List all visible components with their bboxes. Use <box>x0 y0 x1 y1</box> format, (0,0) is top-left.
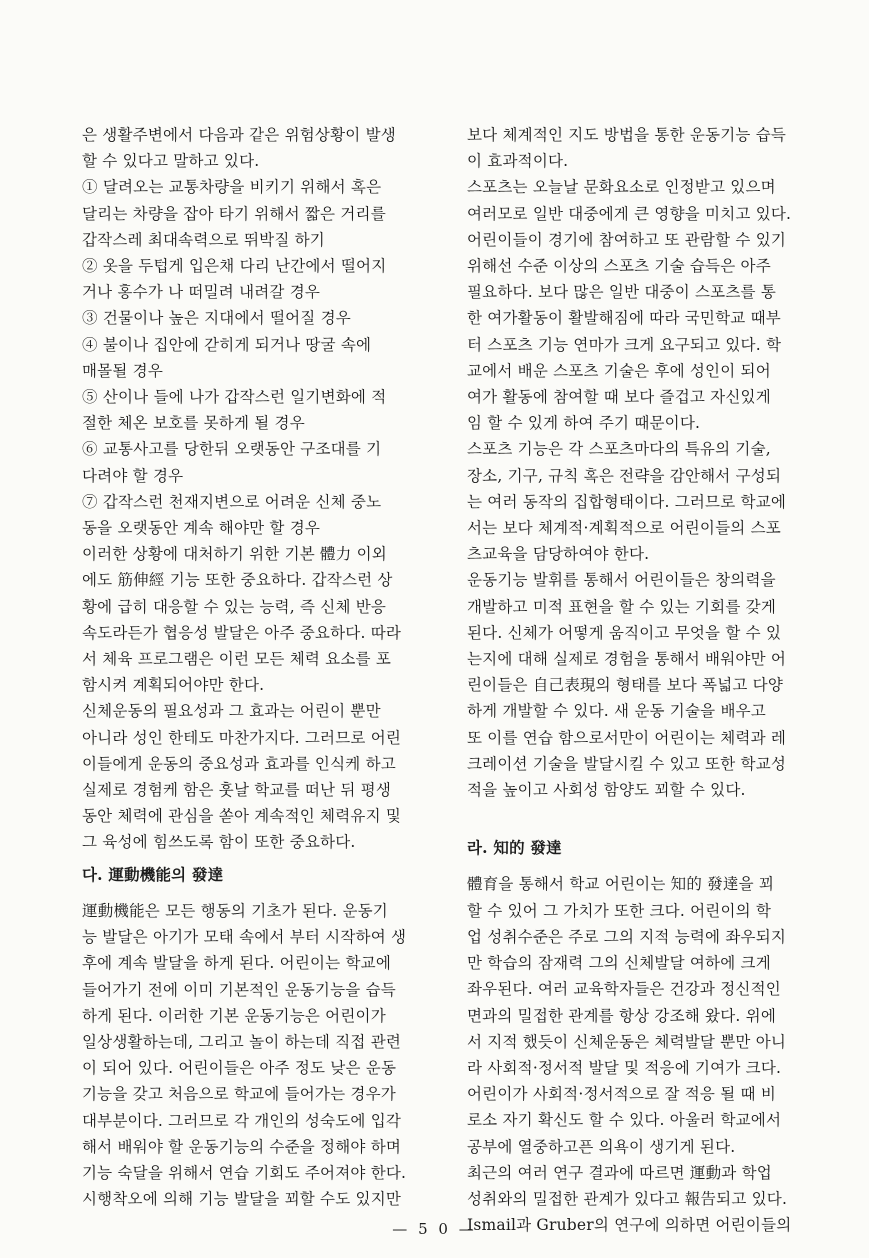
text-line: 에도 筋伸經 기능 또한 중요하다. 갑작스런 상 <box>82 571 393 590</box>
text-line: 보다 체계적인 지도 방법을 통한 운동기능 습득 <box>467 126 787 144</box>
text-line: 는 여러 동작의 집합형태이다. 그러므로 학교에 <box>467 492 787 511</box>
text-line: 교에서 배운 스포츠 기술은 후에 성인이 되어 <box>467 361 771 380</box>
page-number: — 5 0 — <box>392 1220 477 1238</box>
section-heading: 다. 運動機能의 發達 <box>82 864 224 884</box>
text-line: 한 여가활동이 활발해짐에 따라 국민학교 때부 <box>467 309 781 328</box>
text-line: 어린이들이 경기에 참여하고 또 관람할 수 있기 <box>467 230 787 249</box>
text-line: 여러모로 일반 대중에게 큰 영향을 미치고 있다. <box>467 204 792 223</box>
text-line: ⑤ 산이나 들에 나가 갑작스런 일기변화에 적 <box>82 388 387 407</box>
text-line: 또 이를 연습 함으로서만이 어린이는 체력과 레 <box>467 728 787 747</box>
text-line: 할 수 있어 그 가치가 또한 크다. 어린이의 학 <box>467 901 772 920</box>
spacer <box>467 803 829 829</box>
text-line: 후에 계속 발달을 하게 된다. 어린이는 학교에 <box>82 954 392 973</box>
text-line: 실제로 경험케 함은 훗날 학교를 떠난 뒤 평생 <box>82 781 392 800</box>
text-line: 크레이션 기술을 발달시킬 수 있고 또한 학교성 <box>467 754 787 773</box>
text-line: 공부에 열중하고픈 의욕이 생기게 된다. <box>467 1137 736 1156</box>
text-line: 시행착오에 의해 기능 발달을 꾀할 수도 있지만 <box>82 1190 402 1209</box>
text-line: 린이들은 自己表現의 형태를 보다 폭넓고 다양 <box>467 676 784 695</box>
text-line: 이 되어 있다. 어린이들은 아주 정도 낮은 운동 <box>82 1059 397 1078</box>
text-line: 로소 자기 확신도 할 수 있다. 아울러 학교에서 <box>467 1111 782 1130</box>
text-line: 속도라든가 협응성 발달은 아주 중요하다. 따라 <box>82 623 402 642</box>
text-line: 아니라 성인 한테도 마찬가지다. 그러므로 어린 <box>82 728 402 747</box>
text-line: 동안 체력에 관심을 쏟아 계속적인 체력유지 및 <box>82 807 402 826</box>
text-line: 장소, 기구, 규칙 혹은 전략을 감안해서 구성되 <box>467 466 782 485</box>
text-line: 이들에게 운동의 중요성과 효과를 인식케 하고 <box>82 754 396 773</box>
text-line: 하게 개발할 수 있다. 새 운동 기술을 배우고 <box>467 702 766 721</box>
text-line: 함시켜 계획되어야만 한다. <box>82 676 265 695</box>
text-line: ③ 건물이나 높은 지대에서 떨어질 경우 <box>82 309 351 328</box>
text-line: 다려야 할 경우 <box>82 466 184 485</box>
text-line: 이 효과적이다. <box>467 152 569 171</box>
text-line: 달리는 차량을 잡아 타기 위해서 짧은 거리를 <box>82 204 386 223</box>
text-line: 터 스포츠 기능 연마가 크게 요구되고 있다. 학 <box>467 335 782 354</box>
text-line: Ismail과 Gruber의 연구에 의하면 어린이들의 <box>467 1216 792 1235</box>
text-line: 최근의 여러 연구 결과에 따르면 運動과 학업 <box>467 1163 772 1182</box>
text-line: 절한 체온 보호를 못하게 될 경우 <box>82 414 305 433</box>
text-line: 는지에 대해 실제로 경험을 통해서 배워야만 어 <box>467 650 787 669</box>
text-line: 은 생활주변에서 다음과 같은 위험상황이 발생 <box>82 126 396 144</box>
text-line: ④ 불이나 집안에 갇히게 되거나 땅굴 속에 <box>82 335 372 354</box>
text-line: 여가 활동에 참여할 때 보다 즐겁고 자신있게 <box>467 388 771 407</box>
text-line: 필요하다. 보다 많은 일반 대중이 스포츠를 통 <box>467 283 777 302</box>
text-line: 서 체육 프로그램은 이런 모든 체력 요소를 포 <box>82 650 392 669</box>
text-line: 매몰될 경우 <box>82 361 163 380</box>
text-line: 기능을 갖고 처음으로 학교에 들어가는 경우가 <box>82 1085 396 1104</box>
text-line: 갑작스레 최대속력으로 뛰박질 하기 <box>82 230 325 249</box>
text-line: 신체운동의 필요성과 그 효과는 어린이 뿐만 <box>82 702 381 721</box>
text-line: 성취와의 밀접한 관계가 있다고 報告되고 있다. <box>467 1189 788 1208</box>
text-line: 된다. 신체가 어떻게 움직이고 무엇을 할 수 있 <box>467 623 782 642</box>
text-line: 들어가기 전에 이미 기본적인 운동기능을 습득 <box>82 980 396 999</box>
text-line: 황에 급히 대응할 수 있는 능력, 즉 신체 반응 <box>82 597 387 616</box>
text-line: 하게 된다. 이러한 기본 운동기능은 어린이가 <box>82 1006 386 1025</box>
text-line: 면과의 밀접한 관계를 항상 강조해 왔다. 위에 <box>467 1006 777 1025</box>
text-line: 서는 보다 체계적·계획적으로 어린이들의 스포 <box>467 519 781 538</box>
text-line: 스포츠는 오늘날 문화요소로 인정받고 있으며 <box>467 178 776 197</box>
text-line: 대부분이다. 그러므로 각 개인의 성숙도에 입각 <box>82 1111 402 1130</box>
text-line: 서 지적 했듯이 신체운동은 체력발달 뿐만 아니 <box>467 1032 787 1051</box>
text-line: 만 학습의 잠재력 그의 신체발달 여하에 크게 <box>467 954 771 973</box>
text-line: 일상생활하는데, 그리고 놀이 하는데 직접 관련 <box>82 1032 402 1051</box>
text-line: 거나 홍수가 나 떠밀려 내려갈 경우 <box>82 283 321 302</box>
text-line: 임 할 수 있게 하여 주기 때문이다. <box>467 414 701 433</box>
text-line: 능 발달은 아기가 모태 속에서 부터 시작하여 생 <box>82 928 407 947</box>
text-line: 해서 배워야 할 운동기능의 수준을 정해야 하며 <box>82 1137 402 1156</box>
text-line: 운동기능 발휘를 통해서 어린이들은 창의력을 <box>467 571 776 590</box>
text-line: 좌우된다. 여러 교육학자들은 건강과 정신적인 <box>467 980 781 999</box>
text-line: 기능 숙달을 위해서 연습 기회도 주어져야 한다. <box>82 1163 407 1182</box>
text-line: 할 수 있다고 말하고 있다. <box>82 152 260 171</box>
text-line: 위해선 수준 이상의 스포츠 기술 습득은 아주 <box>467 257 771 276</box>
text-line: ① 달려오는 교통차량을 비키기 위해서 혹은 <box>82 178 382 197</box>
text-line: 運動機能은 모든 행동의 기초가 된다. 운동기 <box>82 901 388 920</box>
text-line: 그 육성에 힘쓰도록 함이 또한 중요하다. <box>82 833 356 852</box>
text-line: 업 성취수준은 주로 그의 지적 능력에 좌우되지 <box>467 927 787 946</box>
section-heading: 라. 知的 發達 <box>467 838 562 858</box>
text-line: 어린이가 사회적·정서적으로 잘 적응 될 때 비 <box>467 1085 777 1104</box>
text-line: 츠교육을 담당하여야 한다. <box>467 545 650 564</box>
text-line: 개발하고 미적 표현을 할 수 있는 기회를 갖게 <box>467 597 777 616</box>
text-line: 스포츠 기능은 각 스포츠마다의 특유의 기술, <box>467 440 771 459</box>
text-line: 이러한 상황에 대처하기 위한 기본 體力 이외 <box>82 545 387 564</box>
text-line: ⑦ 갑작스런 천재지변으로 어려운 신체 중노 <box>82 492 382 511</box>
text-line: 體育을 통해서 학교 어린이는 知的 發達을 꾀 <box>467 875 775 894</box>
text-line: ② 옷을 두텁게 입은채 다리 난간에서 떨어지 <box>82 257 387 276</box>
text-line: ⑥ 교통사고를 당한뒤 오랫동안 구조대를 기 <box>82 440 382 459</box>
text-line: 동을 오랫동안 계속 해야만 할 경우 <box>82 519 321 538</box>
right-column <box>467 122 829 1238</box>
left-column <box>82 122 444 1212</box>
text-line: 라 사회적·정서적 발달 및 적응에 기여가 크다. <box>467 1058 782 1077</box>
text-line: 적을 높이고 사회성 함양도 꾀할 수 있다. <box>467 781 746 800</box>
